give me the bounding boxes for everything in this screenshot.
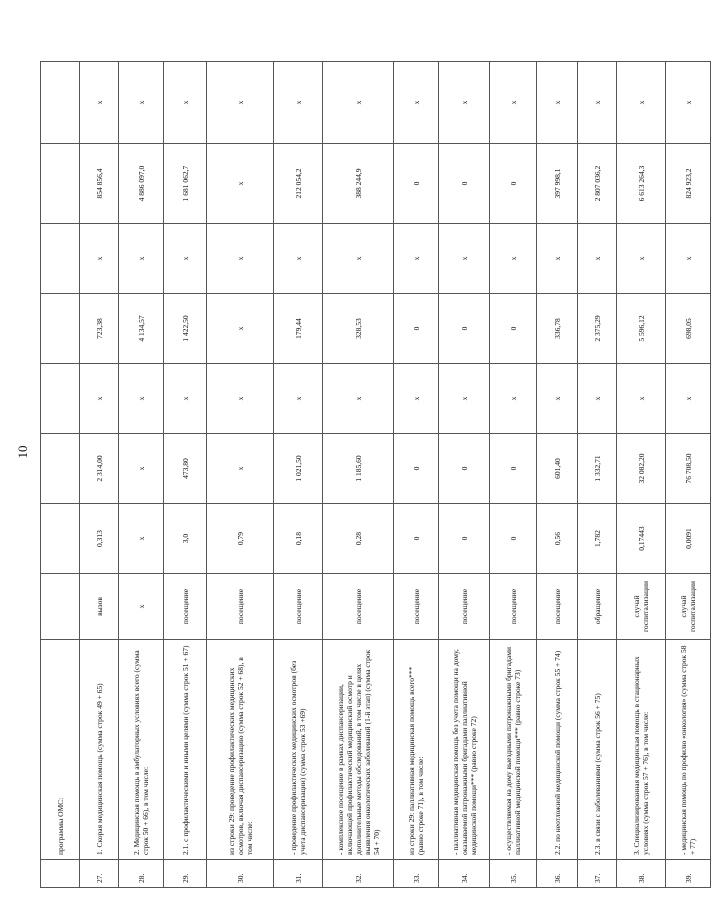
value-cell: 2 314,00 — [80, 434, 119, 504]
table-sheet — [40, 62, 697, 888]
row-name: - проведение профилактических медицинских осмотров (без учета диспансеризации) (сумма строк 53 +69) — [274, 640, 323, 860]
table-row — [164, 62, 207, 888]
value-cell: x — [666, 62, 711, 144]
value-cell: 0,18 — [274, 504, 323, 574]
value-cell: x — [207, 62, 274, 144]
row-name: из строки 29: проведение профилактических медицинских осмотров, включая диспансеризацию (сумма строк 52 + 68), в том числе: — [207, 640, 274, 860]
value-cell: x — [80, 364, 119, 434]
value-cell: 0 — [394, 434, 439, 504]
value-cell: x — [207, 224, 274, 294]
value-cell: 397 998,1 — [537, 144, 578, 224]
row-name: 2.1. с профилактическими и иными целями (сумма строк 51 + 67) — [164, 640, 207, 860]
value-cell: x — [439, 224, 490, 294]
row-number: 34. — [439, 860, 490, 888]
value-cell: x — [274, 364, 323, 434]
value-cell: 0,79 — [207, 504, 274, 574]
value-cell: x — [164, 224, 207, 294]
table-row — [490, 62, 537, 888]
table-row — [207, 62, 274, 888]
value-cell: x — [164, 62, 207, 144]
value-cell: 0 — [490, 434, 537, 504]
value-cell: x — [394, 364, 439, 434]
value-cell: x — [80, 224, 119, 294]
value-cell: 1 021,50 — [274, 434, 323, 504]
value-cell: 473,80 — [164, 434, 207, 504]
value-cell: x — [666, 224, 711, 294]
row-number: 38. — [617, 860, 666, 888]
value-cell: x — [394, 224, 439, 294]
value-cell: 0 — [439, 434, 490, 504]
row-number: 35. — [490, 860, 537, 888]
value-cell: x — [537, 364, 578, 434]
unit-cell: посещение — [537, 574, 578, 640]
table-row — [617, 62, 666, 888]
row-number: 31. — [274, 860, 323, 888]
value-cell: 76 708,50 — [666, 434, 711, 504]
unit-cell: посещение — [164, 574, 207, 640]
table-row — [323, 62, 394, 888]
value-cell: x — [490, 364, 537, 434]
value-cell: x — [617, 62, 666, 144]
value-cell: 0,17443 — [617, 504, 666, 574]
table-cell — [41, 364, 80, 434]
table-row — [119, 62, 164, 888]
table-cell — [41, 294, 80, 364]
table-row — [439, 62, 490, 888]
row-name: 2.2. по неотложной медицинской помощи (сумма строк 55 + 74) — [537, 640, 578, 860]
value-cell: x — [537, 224, 578, 294]
value-cell: x — [323, 224, 394, 294]
value-cell: x — [439, 364, 490, 434]
value-cell: x — [666, 364, 711, 434]
value-cell: x — [207, 364, 274, 434]
section-header-text: программы ОМС: — [41, 640, 80, 860]
unit-cell: посещение — [274, 574, 323, 640]
value-cell: 328,53 — [323, 294, 394, 364]
value-cell: 601,40 — [537, 434, 578, 504]
value-cell: 32 082,20 — [617, 434, 666, 504]
value-cell: x — [617, 364, 666, 434]
value-cell: 698,05 — [666, 294, 711, 364]
value-cell: 0 — [439, 144, 490, 224]
row-number: 33. — [394, 860, 439, 888]
table-cell — [41, 434, 80, 504]
value-cell: 2 375,29 — [578, 294, 617, 364]
value-cell: x — [207, 144, 274, 224]
row-name: - осуществляемая на дому выездными патронажными бригадами паллиативной медицинской помощи*** (равно строке 73) — [490, 640, 537, 860]
value-cell: 388 244,9 — [323, 144, 394, 224]
row-name: 2.3. в связи с заболеваниями (сумма строк 56 + 75) — [578, 640, 617, 860]
value-cell: x — [119, 434, 164, 504]
row-number: 32. — [323, 860, 394, 888]
page-number: 10 — [15, 445, 30, 459]
unit-cell: посещение — [394, 574, 439, 640]
value-cell: x — [490, 224, 537, 294]
value-cell: x — [119, 364, 164, 434]
financing-table — [40, 61, 711, 888]
table-row — [394, 62, 439, 888]
value-cell: x — [119, 62, 164, 144]
value-cell: x — [119, 224, 164, 294]
unit-cell: посещение — [207, 574, 274, 640]
table-header-row — [41, 62, 80, 888]
row-name: 1. Скорая медицинская помощь (сумма строк 49 + 65) — [80, 640, 119, 860]
unit-cell: посещение — [490, 574, 537, 640]
value-cell: 3,0 — [164, 504, 207, 574]
row-number: 39. — [666, 860, 711, 888]
table-cell — [41, 62, 80, 144]
unit-cell: случай госпитализации — [666, 574, 711, 640]
value-cell: 0,28 — [323, 504, 394, 574]
row-number: 28. — [119, 860, 164, 888]
value-cell: 2 807 036,2 — [578, 144, 617, 224]
value-cell: x — [490, 62, 537, 144]
value-cell: x — [323, 364, 394, 434]
value-cell: x — [537, 62, 578, 144]
value-cell: 6 613 264,3 — [617, 144, 666, 224]
table-cell — [41, 224, 80, 294]
value-cell: 0,0091 — [666, 504, 711, 574]
value-cell: x — [164, 364, 207, 434]
value-cell: x — [274, 224, 323, 294]
value-cell: 0 — [394, 144, 439, 224]
value-cell: 0 — [439, 504, 490, 574]
value-cell: x — [207, 294, 274, 364]
row-name: - медицинская помощь по профилю «онкология» (сумма строк 58 + 77) — [666, 640, 711, 860]
unit-cell: вызов — [80, 574, 119, 640]
row-name: - комплексное посещение в рамках диспансеризации, включающей профилактический медицинский осмотр и дополнительные методы обследований, в том числе в целях выявления онкологических заболеваний (1-й этап) (сумма строк 54 + 70) — [323, 640, 394, 860]
value-cell: 4 886 097,0 — [119, 144, 164, 224]
value-cell: x — [119, 504, 164, 574]
value-cell: x — [578, 364, 617, 434]
unit-cell: посещение — [323, 574, 394, 640]
value-cell: 179,44 — [274, 294, 323, 364]
row-name: - паллиативная медицинская помощь без учета помощи на дому, оказываемой патронажными бригадами паллиативной медицинской помощи*** (равно строке 72) — [439, 640, 490, 860]
unit-cell: посещение — [439, 574, 490, 640]
row-name: 2. Медицинская помощь в амбулаторных условиях всего (сумма строк 50 + 66), в том числе: — [119, 640, 164, 860]
value-cell: 212 054,2 — [274, 144, 323, 224]
row-number: 29. — [164, 860, 207, 888]
unit-cell: обращение — [578, 574, 617, 640]
row-name: 3. Специализированная медицинская помощь в стационарных условиях (сумма строк 57 + 76), в том числе: — [617, 640, 666, 860]
value-cell: 0,313 — [80, 504, 119, 574]
row-number: 36. — [537, 860, 578, 888]
table-row — [274, 62, 323, 888]
value-cell: 0 — [490, 504, 537, 574]
table-row — [80, 62, 119, 888]
row-number: 27. — [80, 860, 119, 888]
value-cell: 1 332,71 — [578, 434, 617, 504]
row-number: 30. — [207, 860, 274, 888]
row-name: из строки 29: паллиативная медицинская помощь всего*** (равно строке 71), в том числе: — [394, 640, 439, 860]
table-row — [537, 62, 578, 888]
value-cell: 1 185,60 — [323, 434, 394, 504]
value-cell: 4 134,57 — [119, 294, 164, 364]
value-cell: x — [439, 62, 490, 144]
value-cell: 5 596,12 — [617, 294, 666, 364]
table-row — [578, 62, 617, 888]
value-cell: 723,38 — [80, 294, 119, 364]
value-cell: 0 — [490, 144, 537, 224]
rotated-table-container — [40, 62, 697, 888]
value-cell: x — [578, 224, 617, 294]
table-cell — [41, 504, 80, 574]
value-cell: 1 681 062,7 — [164, 144, 207, 224]
value-cell: x — [274, 62, 323, 144]
value-cell: 1 422,50 — [164, 294, 207, 364]
table-cell — [41, 144, 80, 224]
value-cell: 854 856,4 — [80, 144, 119, 224]
value-cell: 824 923,2 — [666, 144, 711, 224]
value-cell: x — [617, 224, 666, 294]
value-cell: 0 — [490, 294, 537, 364]
unit-cell: x — [119, 574, 164, 640]
value-cell: 0 — [439, 294, 490, 364]
row-number: 37. — [578, 860, 617, 888]
value-cell: x — [323, 62, 394, 144]
value-cell: x — [207, 434, 274, 504]
table-cell — [41, 860, 80, 888]
value-cell: x — [394, 62, 439, 144]
value-cell: 0 — [394, 294, 439, 364]
unit-cell: случай госпитализации — [617, 574, 666, 640]
table-cell — [41, 574, 80, 640]
value-cell: x — [578, 62, 617, 144]
value-cell: 0,56 — [537, 504, 578, 574]
value-cell: 0 — [394, 504, 439, 574]
table-row — [666, 62, 711, 888]
value-cell: 336,78 — [537, 294, 578, 364]
value-cell: 1,782 — [578, 504, 617, 574]
value-cell: x — [80, 62, 119, 144]
